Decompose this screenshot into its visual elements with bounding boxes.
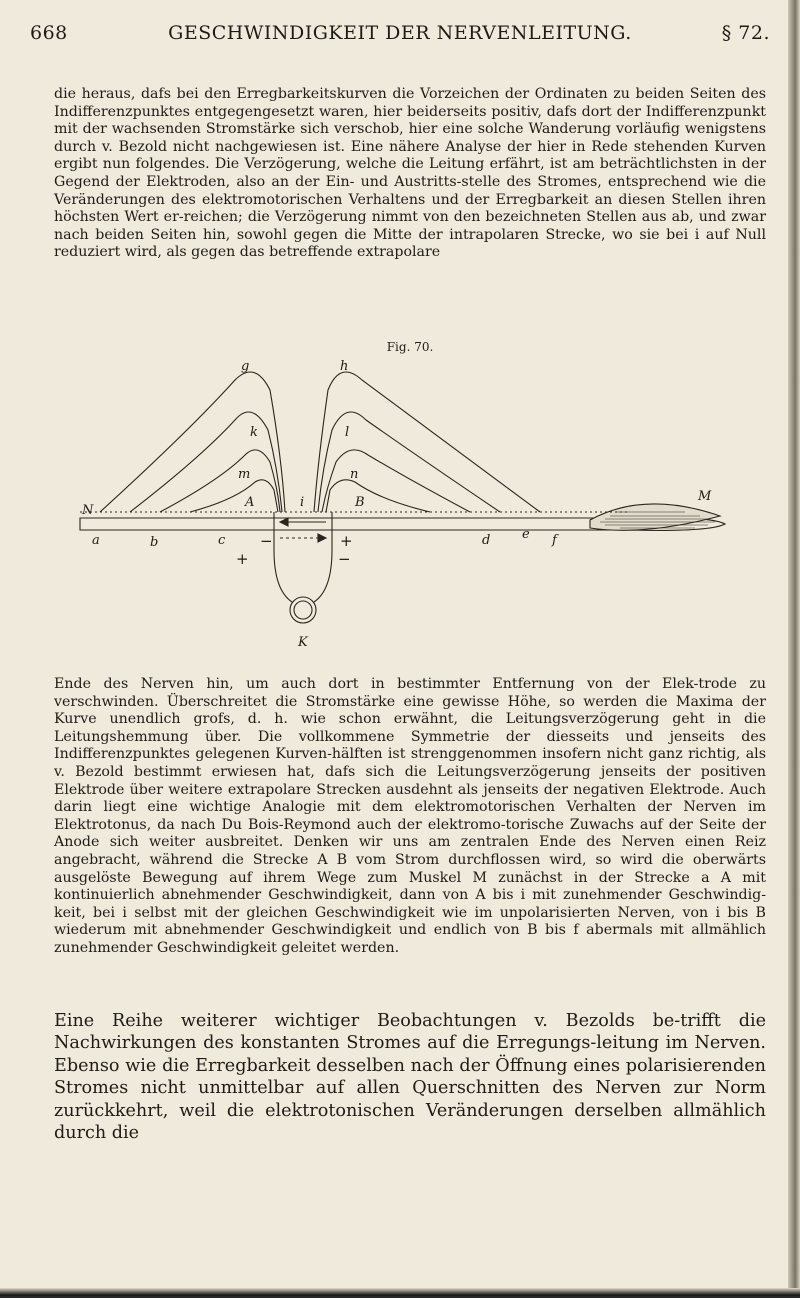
book-bottom-edge: [0, 1288, 800, 1298]
wire-right: [314, 550, 332, 602]
label-n: n: [350, 467, 359, 482]
label-A: A: [245, 495, 255, 510]
label-minus-left: −: [260, 532, 273, 550]
curve-h: [314, 372, 540, 512]
figure-caption: Fig. 70.: [386, 340, 434, 354]
label-m: m: [238, 467, 251, 482]
label-i: i: [300, 495, 305, 510]
label-g: g: [241, 359, 250, 374]
label-b: b: [150, 535, 159, 550]
muscle-shape: [590, 504, 720, 530]
label-K: K: [298, 635, 308, 650]
label-plus-right: +: [340, 532, 353, 550]
label-h: h: [340, 359, 349, 374]
paragraph-1: die heraus, dafs bei den Erregbarkeitskurven die Vorzeichen der Ordinaten zu beiden Seiten des Indifferenzpunktes entgegengesetzt waren, hier beiderseits positiv, dafs dort der Indifferenzpunkt mit der wachsenden Stromstärke sich verschob, hier eine solche Wanderung vorläufig wenigstens durch v. Bezold nicht nachgewiesen ist. Eine nähere Analyse der hier in Rede stehenden Kurven ergibt nun folgendes. Die Verzögerung, welche die Leitung erfährt, ist am beträchtlichsten in der Gegend der Elektroden, also an der Ein- und Austritts-stelle des Stromes, entsprechend wie die Veränderungen des elektromotorischen Verhaltens und der Erregbarkeit an diesen Stellen ihren höchsten Wert er-reichen; die Verzögerung nimmt von den bezeichneten Stellen aus ab, und zwar nach beiden Seiten hin, sowohl gegen die Mitte der intrapolaren Strecke, wo sie bei i auf Null reduziert wird, als gegen das betreffende extrapolare: [54, 86, 766, 261]
label-c: c: [218, 533, 226, 548]
paragraph-2: Ende des Nerven hin, um auch dort in bestimmter Entfernung von der Elek-trode zu verschwinden. Überschreitet die Stromstärke eine gewisse Höhe, so werden die Maxima der Kurve unendlich grofs, d. h. wie schon erwähnt, die Leitungsverzögerung geht in die Leitungshemmung über. Die vollkommene Symmetrie der diesseits und jenseits des Indifferenzpunktes gelegenen Kurven-hälften ist strenggenommen insofern nicht ganz richtig, als v. Bezold bestimmt erwiesen hat, dafs sich die Leitungsverzögerung jenseits der positiven Elektrode über weitere extrapolare Strecken ausdehnt als jenseits der negativen Elektrode. Auch darin liegt eine wichtige Analogie mit dem elektromotorischen Verhalten der Nerven im Elektrotonus, da nach Du Bois-Reymond auch der elektromo-torische Zuwachs auf der Seite der Anode sich weiter ausbreitet. Denken wir uns am zentralen Ende des Nerven einen Reiz angebracht, während die Strecke A B vom Strom durchflossen wird, so wird die oberwärts ausgelöste Bewegung auf ihrem Wege zum Muskel M zunächst in der Strecke a A mit kontinuierlich abnehmender Geschwindigkeit, dann von A bis i mit zunehmender Geschwindig-keit, bei i selbst mit der gleichen Geschwindigkeit wie im unpolarisierten Nerven, von i bis B wiederum mit abnehmender Geschwindigkeit und endlich von B bis f abermals mit allmählich zunehmender Geschwindigkeit geleitet werden.: [54, 676, 766, 956]
label-minus-right: −: [338, 550, 351, 568]
label-B: B: [355, 495, 365, 510]
book-spine-edge: [788, 0, 800, 1298]
page-header: [30, 22, 770, 52]
page-number: 668: [30, 22, 68, 44]
battery-inner: [294, 601, 312, 619]
curve-k: [130, 412, 282, 512]
curve-inner-left: [190, 480, 278, 512]
nerve-diagram: [70, 340, 750, 670]
label-plus-left: +: [236, 550, 249, 568]
figure-70: [70, 340, 750, 670]
label-d: d: [482, 533, 491, 548]
label-N: N: [82, 503, 94, 518]
wire-left: [274, 550, 292, 602]
label-k: k: [250, 425, 258, 440]
label-l: l: [345, 425, 350, 440]
section-number: § 72.: [721, 22, 770, 44]
label-f: f: [552, 533, 557, 548]
paragraph-3: Eine Reihe weiterer wichtiger Beobachtungen v. Bezolds be-trifft die Nachwirkungen des konstanten Stromes auf die Erregungs-leitung im Nerven. Ebenso wie die Erregbarkeit desselben nach der Öffnung eines polarisierenden Stromes nicht unmittelbar auf allen Querschnitten des Nerven zur Norm zurückkehrt, weil die elektrotonischen Veränderungen derselben allmählich durch die: [54, 1011, 766, 1144]
curve-inner-right: [326, 480, 430, 512]
label-a: a: [92, 533, 100, 548]
label-e: e: [522, 527, 530, 542]
running-title: GESCHWINDIGKEIT DER NERVENLEITUNG.: [168, 22, 632, 44]
label-M: M: [698, 489, 712, 504]
curve-g: [100, 372, 285, 512]
